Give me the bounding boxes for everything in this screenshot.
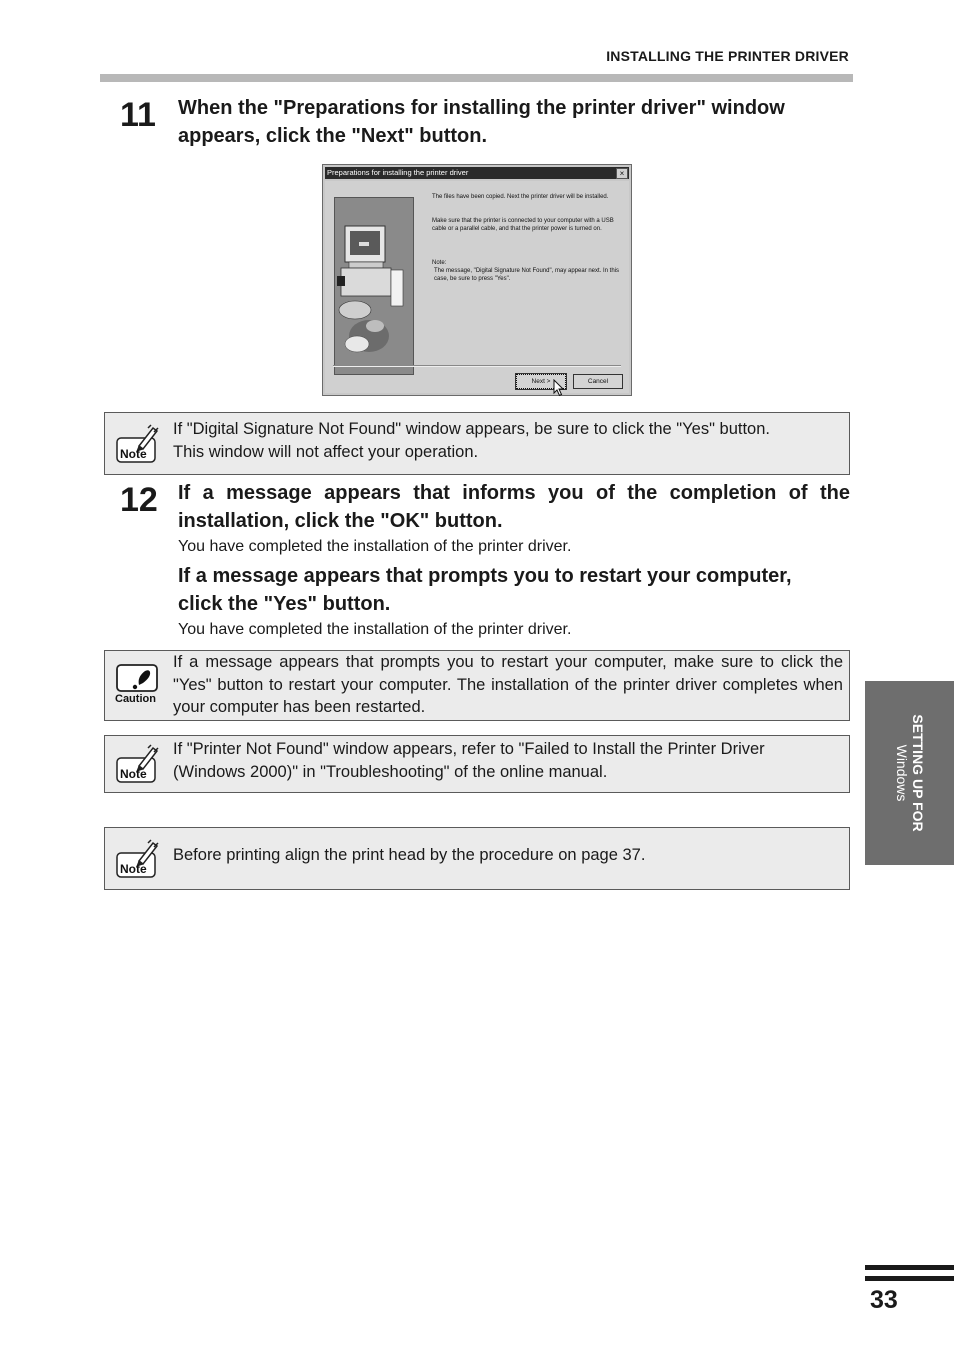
dialog-body — [325, 181, 629, 393]
dialog-separator — [333, 365, 621, 367]
dialog-titlebar — [325, 167, 629, 179]
step-number-11: 11 — [120, 96, 156, 134]
note-icon-label: Note — [120, 862, 147, 876]
note-icon — [115, 744, 161, 784]
step-12-text-2: You have completed the installation of the printer driver. — [178, 621, 572, 638]
dialog-screenshot — [322, 164, 632, 396]
mouse-pointer-icon — [553, 379, 565, 397]
footer-rule-top — [865, 1265, 954, 1270]
running-header: INSTALLING THE PRINTER DRIVER — [606, 48, 849, 64]
note-2-line1: If "Printer Not Found" window appears, refer to "Failed to Install the Printer Driver — [173, 740, 765, 758]
step-number-12: 12 — [120, 481, 158, 519]
note-3-text: Before printing align the print head by the procedure on page 37. — [173, 846, 646, 864]
side-tab-line1: SETTING UP FOR — [909, 714, 926, 832]
note-icon-label: Note — [120, 767, 147, 781]
dialog-paragraph-3: The message, "Digital Signature Not Found", may appear next. In this case, be sure to press "Yes". — [434, 268, 620, 282]
caution-icon-label: Caution — [115, 693, 156, 703]
section-side-tab — [865, 681, 954, 865]
note-box-printer-not-found — [104, 735, 850, 793]
note-box-digital-signature — [104, 412, 850, 475]
dialog-title: Preparations for installing the printer driver — [327, 168, 469, 177]
footer-rule-bottom — [865, 1276, 954, 1281]
note-2-line2: (Windows 2000)" in "Troubleshooting" of the online manual. — [173, 762, 608, 781]
caution-icon — [115, 663, 161, 703]
side-tab-line2: Windows — [893, 744, 910, 802]
step-11-heading-line1: When the "Preparations for installing the printer driver" window — [178, 97, 785, 119]
side-tab-label — [894, 714, 926, 831]
computer-illustration — [334, 197, 414, 375]
next-button[interactable]: Next > — [516, 374, 566, 389]
note-2-text — [173, 738, 843, 783]
close-icon[interactable]: × — [616, 168, 628, 179]
note-1-line1: If "Digital Signature Not Found" window appears, be sure to click the "Yes" button. — [173, 420, 770, 438]
step-12-heading-1 — [178, 479, 850, 535]
note-icon — [115, 424, 161, 464]
step-11-heading — [178, 94, 850, 150]
dialog-paragraph-1: The files have been copied. Next the printer driver will be installed. — [432, 194, 609, 200]
header-rule — [100, 74, 853, 82]
note-icon — [115, 839, 161, 879]
step-12-heading-1-line2: installation, click the "OK" button. — [178, 510, 503, 532]
note-1-line2: This window will not affect your operation. — [173, 442, 479, 461]
computer-icon — [335, 198, 413, 374]
cancel-button[interactable]: Cancel — [573, 374, 623, 389]
step-12-heading-2-line1: If a message appears that prompts you to restart your computer, — [178, 565, 792, 587]
step-12-heading-1-line1: If a message appears that informs you of the completion of the — [178, 482, 850, 504]
dialog-note-label: Note: — [432, 260, 447, 266]
note-icon-label: Note — [120, 447, 147, 461]
dialog-paragraph-2: Make sure that the printer is connected to your computer with a USB cable or a parallel cable, and that the printer power is turned on. — [432, 218, 614, 232]
caution-box — [104, 650, 850, 721]
step-11-heading-line2: appears, click the "Next" button. — [178, 125, 488, 147]
note-1-text — [173, 418, 843, 463]
caution-text: If a message appears that prompts you to restart your computer, make sure to click the "Yes" button to restart your computer. The installation of the printer driver completes when your computer has been restarted. — [173, 653, 843, 716]
note-box-print-head — [104, 827, 850, 890]
step-12-text-1: You have completed the installation of the printer driver. — [178, 538, 572, 555]
page-number: 33 — [870, 1286, 898, 1314]
step-12-heading-2-line2: click the "Yes" button. — [178, 593, 391, 615]
step-12-heading-2 — [178, 562, 850, 618]
